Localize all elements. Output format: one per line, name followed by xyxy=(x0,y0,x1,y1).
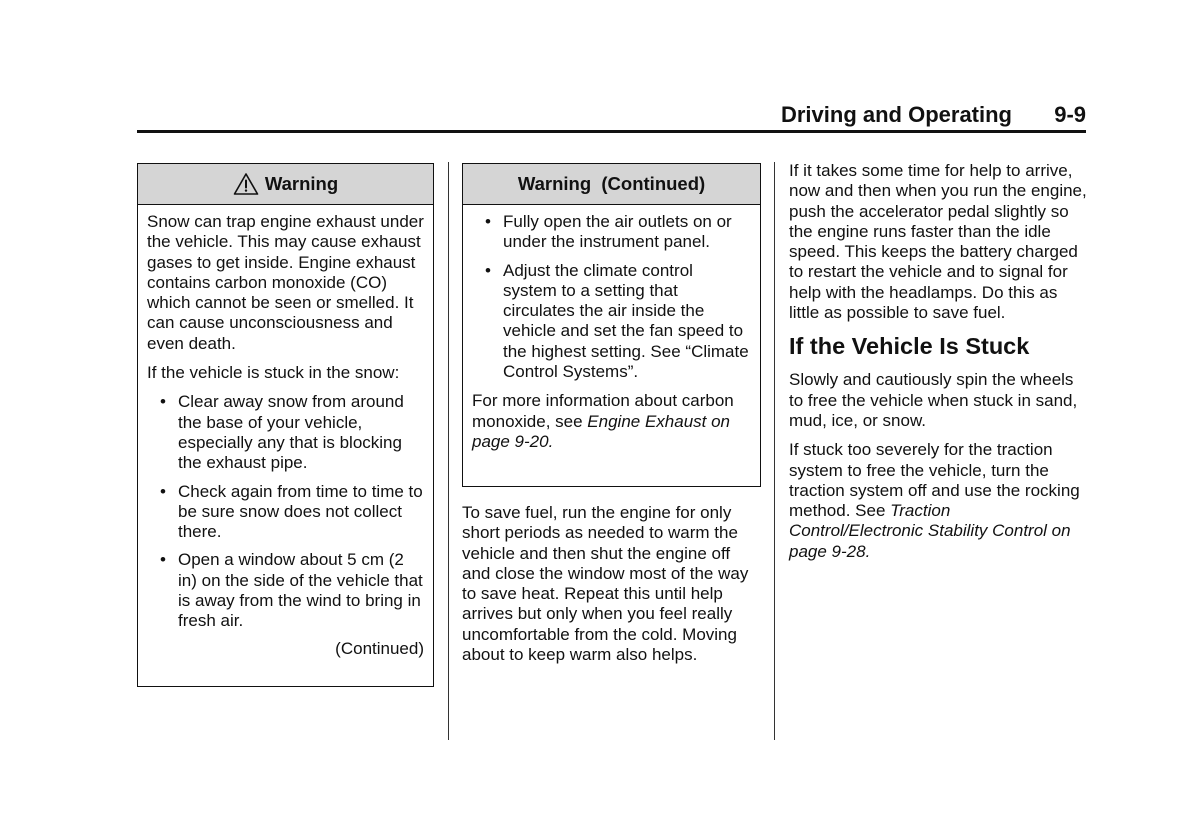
warning-header xyxy=(138,164,433,205)
warning-header xyxy=(463,164,760,205)
cross-reference: Traction Control/Electronic Stability Control on page 9-28 xyxy=(789,501,1071,561)
continued-label: (Continued) xyxy=(335,638,424,658)
column-divider xyxy=(774,162,775,740)
list-item: • Fully open the air outlets on or under the instrument panel. xyxy=(472,212,751,253)
body-paragraph xyxy=(789,440,1087,562)
list-item: • Adjust the climate control system to a setting that circulates the air inside the vehicle and set the fan speed to the highest setting. See “Climate Control Systems”. xyxy=(472,261,751,383)
section-title: Driving and Operating xyxy=(780,102,1012,127)
warning-paragraph: Snow can trap engine exhaust under the vehicle. This may cause exhaust gases to get inside. Engine exhaust contains carbon monoxide (CO) which cannot be seen or smelled. It can cause unconsciousness and even death. xyxy=(147,212,424,353)
warning-paragraph: If the vehicle is stuck in the snow: xyxy=(147,363,400,383)
warning-bullet-list xyxy=(472,212,751,382)
list-item: • Check again from time to time to be sure snow does not collect there. xyxy=(147,482,424,543)
page-number: 9-9 xyxy=(1054,102,1086,127)
warning-title: Warning xyxy=(264,173,339,194)
more-info-paragraph xyxy=(472,391,751,452)
warning-body xyxy=(463,205,760,465)
column-3-body xyxy=(789,161,1087,571)
cross-reference: Engine Exhaust on page 9-20 xyxy=(472,411,731,451)
more-info-text: For more information about carbon monoxide, see xyxy=(472,391,734,431)
column-2-body xyxy=(462,503,762,674)
cross-reference-end: . xyxy=(548,431,554,451)
body-paragraph: Slowly and cautiously spin the wheels to free the vehicle when stuck in sand, mud, ice, or snow. xyxy=(789,370,1078,430)
cross-reference-end: . xyxy=(865,541,871,561)
list-item: • Open a window about 5 cm (2 in) on the side of the vehicle that is away from the wind to bring in fresh air. xyxy=(147,550,424,631)
subsection-heading: If the Vehicle Is Stuck xyxy=(789,333,1030,360)
body-text: If stuck too severely for the traction system to free the vehicle, turn the traction system off and use the rocking method. See xyxy=(789,440,1080,521)
list-item: • Clear away snow from around the base of your vehicle, especially any that is blocking the exhaust pipe. xyxy=(147,392,424,473)
warning-triangle-icon xyxy=(233,172,259,196)
page-header xyxy=(137,100,1086,133)
body-paragraph: To save fuel, run the engine for only short periods as needed to warm the vehicle and then shut the engine off and close the window most of the way to save heat. Repeat this until help arrives but only when you feel really uncomfortable from the cold. Moving about to keep warm also helps. xyxy=(462,503,749,665)
warning-continued-box xyxy=(462,163,761,487)
warning-title: Warning (Continued) xyxy=(517,173,706,194)
warning-body xyxy=(138,205,433,663)
warning-box xyxy=(137,163,434,687)
column-divider xyxy=(448,162,449,740)
warning-bullet-list xyxy=(147,392,424,631)
body-paragraph: If it takes some time for help to arrive, now and then when you run the engine, push the accelerator pedal slightly so the engine runs faster than the idle speed. This keeps the battery charged to restart the vehicle and to signal for help with the headlamps. Do this as little as possible to save fuel. xyxy=(789,161,1087,323)
